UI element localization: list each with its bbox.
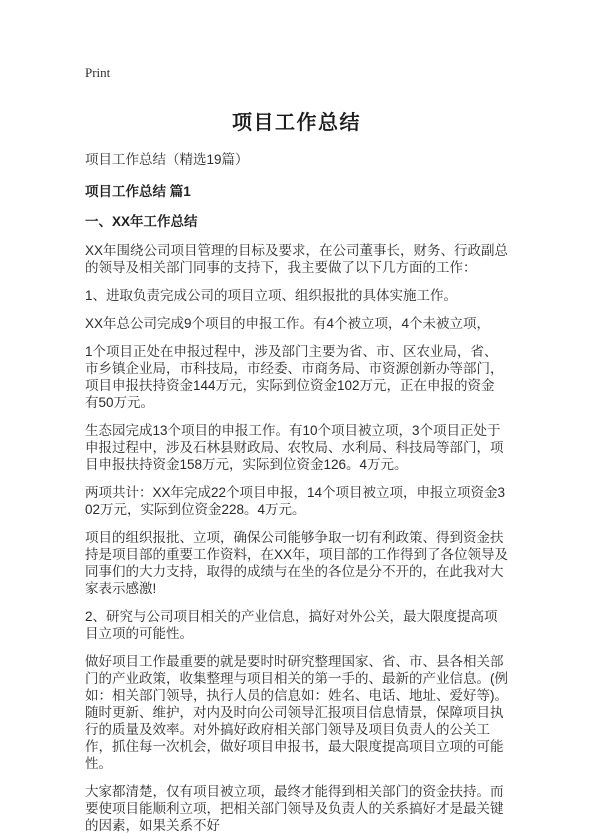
body-paragraph: 2、研究与公司项目相关的产业信息，搞好对外公关，最大限度提高项目立项的可能性。 — [85, 609, 498, 641]
body-paragraph: 生态园完成13个项目的申报工作。有10个项目被立项，3个项目正处于申报过程中，涉及石林县财政局、农牧局、水利局、科技局等部门，项目申报扶持资金158万元，实际到位资金126。4万元。 — [85, 423, 504, 472]
body-paragraph: 大家都清楚，仅有项目被立项，最终才能得到相关部门的资金扶持。而要使项目能顺利立项，把相关部门领导及负责人的关系搞好才是最关键的因素，如果关系不好 — [85, 784, 504, 833]
section-heading: 项目工作总结 篇1 — [85, 184, 191, 199]
body-paragraph: XX年总公司完成9个项目的申报工作。有4个被立项，4个未被立项， — [85, 316, 491, 331]
body-paragraph: 项目的组织报批、立项，确保公司能够争取一切有利政策、得到资金扶持是项目部的重要工作资料，在XX年，项目部的工作得到了各位领导及同事们的大力支持，取得的成绩与在坐的各位是分不开的，在此我对大家表示感激! — [85, 530, 509, 596]
body-paragraph: 1、进取负责完成公司的项目立项、组织报批的具体实施工作。 — [85, 288, 458, 303]
print-row — [85, 64, 508, 97]
sub-heading: 一、XX年工作总结 — [85, 214, 198, 229]
print-link[interactable]: Print — [85, 65, 111, 80]
body-paragraph: XX年围绕公司项目管理的目标及要求，在公司董事长，财务、行政副总的领导及相关部门同事的支持下，我主要做了以下几方面的工作： — [85, 243, 509, 275]
body-paragraph: 两项共计：XX年完成22个项目申报，14个项目被立项，申报立项资金302万元，实际到位资金228。4万元。 — [85, 485, 506, 517]
body-paragraph: 1个项目正处在申报过程中，涉及部门主要为省、市、区农业局，省、市乡镇企业局，市科技局，市经委、市商务局、市资源创新办等部门，项目申报扶持资金144万元，实际到位资金102万元，正在申报的资金有50万元。 — [85, 344, 504, 410]
body-paragraph: 做好项目工作最重要的就是要时时研究整理国家、省、市、县各相关部门的产业政策，收集整理与项目相关的第一手的、最新的产业信息。(例如：相关部门领导，执行人员的信息如：姓名、电话、地址、爱好等)。随时更新、维护，对内及时向公司领导汇报项目信息情景，保障项目执行的质量及效率。对外搞好政府相关部门领导及项目负责人的公关工作，抓住每一次机会，做好项目申报书，最大限度提高项目立项的可能性。 — [85, 654, 508, 771]
page-title: 项目工作总结 — [232, 112, 361, 134]
doc-subtitle: 项目工作总结（精选19篇） — [85, 152, 249, 167]
